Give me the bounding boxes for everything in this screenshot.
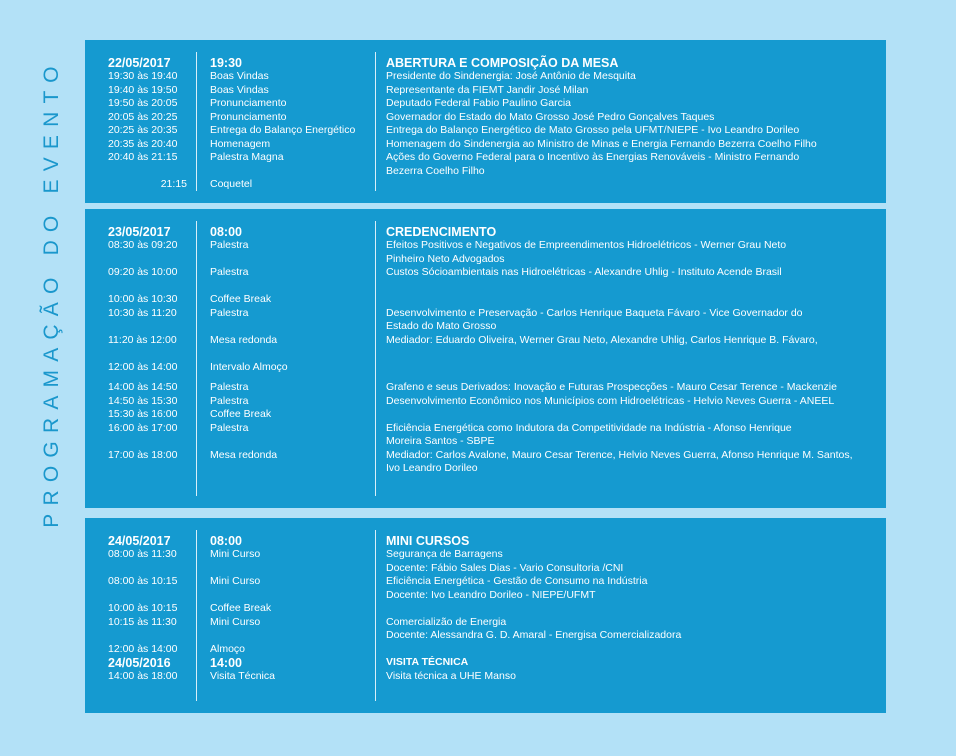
time-slot: 12:00 às 14:00 xyxy=(108,360,178,373)
day2-panel xyxy=(85,209,886,508)
day2-types-column xyxy=(210,225,370,462)
day1-panel xyxy=(85,40,886,203)
activity-type: Visita Técnica xyxy=(210,670,275,682)
activity-type: Coffee Break xyxy=(210,602,272,614)
time-slot: 19:30 às 19:40 xyxy=(108,70,178,82)
activity-type: Palestra xyxy=(210,381,249,393)
time-slot: 10:15 às 11:30 xyxy=(108,615,177,628)
day2-heading: CREDENCIMENTO xyxy=(386,225,497,239)
time-slot: 15:30 às 16:00 xyxy=(108,408,178,420)
side-title-text: PROGRAMAÇÃO DO EVENTO xyxy=(40,58,63,528)
day3-visit-start-time: 14:00 xyxy=(210,656,242,670)
day2-description-column xyxy=(386,225,881,476)
description-line: Bezerra Coelho Filho xyxy=(386,164,485,177)
activity-type: Mesa redonda xyxy=(210,333,278,346)
time-slot: 20:35 às 20:40 xyxy=(108,137,178,150)
description-line: Efeitos Positivos e Negativos de Empreendimentos Hidroelétricos - Werner Grau Neto xyxy=(386,239,787,251)
day1-start-time: 19:30 xyxy=(210,56,242,70)
description-line: Custos Sócioambientais nas Hidroelétricas - Alexandre Uhlig - Instituto Acende Brasil xyxy=(386,266,782,278)
time-slot: 19:50 às 20:05 xyxy=(108,97,178,109)
activity-type: Mini Curso xyxy=(210,615,261,628)
activity-type: Palestra xyxy=(210,266,249,278)
description-line: Deputado Federal Fabio Paulino Garcia xyxy=(386,97,572,109)
day2-times-column xyxy=(108,225,187,462)
time-slot: 21:15 xyxy=(160,178,187,190)
description-line: Eficiência Energética como Indutora da Competitividade na Indústria - Afonso Henrique xyxy=(386,421,792,434)
description-line: Docente: Fábio Sales Dias - Vario Consultoria /CNI xyxy=(386,561,624,574)
activity-type: Homenagem xyxy=(210,137,271,150)
description-line: Entrega do Balanço Energético de Mato Grosso pela UFMT/NIEPE - Ivo Leandro Dorileo xyxy=(386,124,800,136)
divider xyxy=(375,52,376,191)
divider xyxy=(375,530,376,701)
day3-panel xyxy=(85,518,886,713)
day1-date: 22/05/2017 xyxy=(108,56,171,70)
time-slot: 10:00 às 10:15 xyxy=(108,602,178,614)
day1-times-column xyxy=(108,56,187,192)
day2-date: 23/05/2017 xyxy=(108,225,171,239)
time-slot: 09:20 às 10:00 xyxy=(108,266,178,278)
description-line: Mediador: Eduardo Oliveira, Werner Grau Neto, Alexandre Uhlig, Carlos Henrique B. Fávaro, xyxy=(386,333,818,346)
time-slot: 14:00 às 14:50 xyxy=(108,381,178,393)
activity-type: Mesa redonda xyxy=(210,448,278,461)
description-line: Presidente do Sindenergia: José Antônio de Mesquita xyxy=(386,70,636,82)
day1-types-column xyxy=(210,56,370,192)
activity-type: Mini Curso xyxy=(210,575,261,587)
description-line: Ivo Leandro Dorileo xyxy=(386,462,478,474)
description-line: Representante da FIEMT Jandir José Milan xyxy=(386,83,589,96)
time-slot: 11:20 às 12:00 xyxy=(108,333,177,346)
activity-type: Mini Curso xyxy=(210,548,261,560)
time-slot: 20:40 às 21:15 xyxy=(108,151,178,163)
description-line: Moreira Santos - SBPE xyxy=(386,435,495,447)
description-line: Docente: Ivo Leandro Dorileo - NIEPE/UFMT xyxy=(386,588,596,601)
divider xyxy=(196,530,197,701)
description-line: Desenvolvimento Econômico nos Municípios com Hidroelétricas - Helvio Neves Guerra - ANEEL xyxy=(386,394,835,407)
time-slot: 12:00 às 14:00 xyxy=(108,642,178,655)
activity-type: Intervalo Almoço xyxy=(210,360,288,373)
activity-type: Pronunciamento xyxy=(210,97,287,109)
description-line: Segurança de Barragens xyxy=(386,548,503,560)
day1-heading: ABERTURA E COMPOSIÇÃO DA MESA xyxy=(386,56,619,70)
activity-type: Boas Vindas xyxy=(210,70,269,82)
activity-type: Coffee Break xyxy=(210,408,272,420)
description-line: Grafeno e seus Derivados: Inovação e Futuras Prospecções - Mauro Cesar Terence - Mackenzie xyxy=(386,381,837,393)
time-slot: 19:40 às 19:50 xyxy=(108,83,178,96)
activity-type: Coquetel xyxy=(210,178,253,190)
day3-visit-date: 24/05/2016 xyxy=(108,656,171,670)
description-line: Homenagem do Sindenergia ao Ministro de Minas e Energia Fernando Bezerra Coelho Filho xyxy=(386,137,817,150)
description-line: Eficiência Energética - Gestão de Consumo na Indústria xyxy=(386,575,648,587)
description-line: Pinheiro Neto Advogados xyxy=(386,252,505,265)
divider xyxy=(196,221,197,496)
day3-heading: MINI CURSOS xyxy=(386,534,470,548)
activity-type: Palestra Magna xyxy=(210,151,284,163)
day3-start-time: 08:00 xyxy=(210,534,242,548)
activity-type: Boas Vindas xyxy=(210,83,269,96)
activity-type: Coffee Break xyxy=(210,293,272,305)
time-slot: 20:25 às 20:35 xyxy=(108,124,178,136)
description-line: Visita técnica a UHE Manso xyxy=(386,669,516,682)
day1-description-column xyxy=(386,56,881,178)
time-slot: 17:00 às 18:00 xyxy=(108,448,178,461)
day2-start-time: 08:00 xyxy=(210,225,242,239)
time-slot: 08:30 às 09:20 xyxy=(108,239,178,251)
time-slot: 20:05 às 20:25 xyxy=(108,110,178,123)
activity-type: Pronunciamento xyxy=(210,110,287,123)
time-slot: 10:00 às 10:30 xyxy=(108,293,178,305)
time-slot: 14:50 às 15:30 xyxy=(108,394,178,407)
divider xyxy=(196,52,197,191)
description-line: Ações do Governo Federal para o Incentivo às Energias Renováveis - Ministro Fernando xyxy=(386,151,800,163)
day3-date: 24/05/2017 xyxy=(108,534,171,548)
description-line: Mediador: Carlos Avalone, Mauro Cesar Terence, Helvio Neves Guerra, Afonso Henrique M. Santos, xyxy=(386,448,853,461)
time-slot: 10:30 às 11:20 xyxy=(108,306,177,319)
activity-type: Almoço xyxy=(210,642,246,655)
time-slot: 14:00 às 18:00 xyxy=(108,670,178,682)
divider xyxy=(375,221,376,496)
time-slot: 08:00 às 10:15 xyxy=(108,575,178,587)
day3-description-column xyxy=(386,534,881,683)
visit-heading: VISITA TÉCNICA xyxy=(386,656,469,668)
activity-type: Entrega do Balanço Energético xyxy=(210,124,356,136)
activity-type: Palestra xyxy=(210,394,249,407)
description-line: Governador do Estado do Mato Grosso José Pedro Gonçalves Taques xyxy=(386,110,715,123)
description-line: Desenvolvimento e Preservação - Carlos Henrique Baqueta Fávaro - Vice Governador do xyxy=(386,306,803,319)
activity-type: Palestra xyxy=(210,421,249,434)
time-slot: 08:00 às 11:30 xyxy=(108,548,177,560)
activity-type: Palestra xyxy=(210,306,249,319)
time-slot: 16:00 às 17:00 xyxy=(108,421,178,434)
description-line: Docente: Alessandra G. D. Amaral - Energisa Comercializadora xyxy=(386,629,682,641)
day3-times-column xyxy=(108,534,187,684)
activity-type: Palestra xyxy=(210,239,249,251)
day3-types-column xyxy=(210,534,370,684)
description-line: Comercializão de Energia xyxy=(386,615,507,628)
description-line: Estado do Mato Grosso xyxy=(386,320,497,332)
